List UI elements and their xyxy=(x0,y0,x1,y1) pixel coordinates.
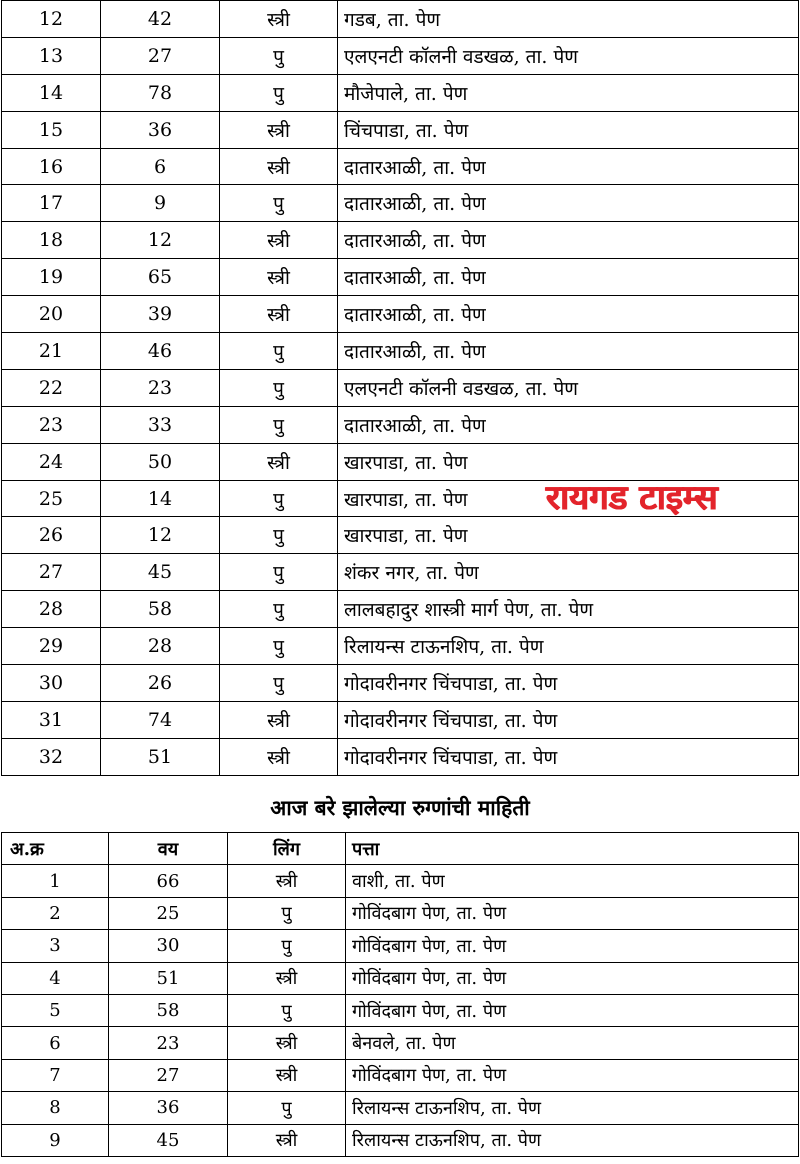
address-cell: दातारआळी, ता. पेण xyxy=(338,259,799,296)
table-row xyxy=(2,930,799,962)
table-row xyxy=(2,554,799,591)
address-cell: दातारआळी, ता. पेण xyxy=(338,333,799,370)
age-cell: 9 xyxy=(101,185,220,222)
address-cell: दातारआळी, ता. पेण xyxy=(338,148,799,185)
serial-number-cell: 6 xyxy=(2,1027,109,1059)
address-cell: एलएनटी कॉलनी वडखळ, ता. पेण xyxy=(338,369,799,406)
serial-number-cell: 15 xyxy=(2,111,101,148)
address-cell: गोदावरीनगर चिंचपाडा, ता. पेण xyxy=(338,665,799,702)
gender-cell: पु xyxy=(220,517,338,554)
age-cell: 27 xyxy=(109,1059,228,1091)
gender-cell: स्त्री xyxy=(220,701,338,738)
address-cell: रिलायन्स टाऊनशिप, ता. पेण xyxy=(346,1124,799,1156)
table-row xyxy=(2,591,799,628)
serial-number-cell: 31 xyxy=(2,701,101,738)
address-cell: गोविंदबाग पेण, ता. पेण xyxy=(346,962,799,994)
gender-cell: पु xyxy=(228,897,346,929)
age-cell: 14 xyxy=(101,480,220,517)
table-row xyxy=(2,369,799,406)
age-cell: 50 xyxy=(101,443,220,480)
serial-number-cell: 25 xyxy=(2,480,101,517)
serial-number-cell: 22 xyxy=(2,369,101,406)
table-row xyxy=(2,897,799,929)
gender-cell: पु xyxy=(220,480,338,517)
table-row xyxy=(2,738,799,775)
gender-cell: पु xyxy=(220,591,338,628)
serial-number-cell: 18 xyxy=(2,222,101,259)
serial-number-cell: 24 xyxy=(2,443,101,480)
address-cell: रिलायन्स टाऊनशिप, ता. पेण xyxy=(338,628,799,665)
address-cell: गोदावरीनगर चिंचपाडा, ता. पेण xyxy=(338,701,799,738)
serial-number-cell: 7 xyxy=(2,1059,109,1091)
table-row xyxy=(2,333,799,370)
table-row xyxy=(2,994,799,1026)
gender-cell: स्त्री xyxy=(228,962,346,994)
age-cell: 51 xyxy=(109,962,228,994)
age-cell: 58 xyxy=(101,591,220,628)
age-cell: 78 xyxy=(101,74,220,111)
serial-number-cell: 23 xyxy=(2,406,101,443)
serial-number-cell: 13 xyxy=(2,37,101,74)
address-cell: गोदावरीनगर चिंचपाडा, ता. पेण xyxy=(338,738,799,775)
table-row xyxy=(2,1059,799,1091)
table-row xyxy=(2,443,799,480)
address-cell: एलएनटी कॉलनी वडखळ, ता. पेण xyxy=(338,37,799,74)
address-cell: गोविंदबाग पेण, ता. पेण xyxy=(346,994,799,1026)
table-row xyxy=(2,74,799,111)
gender-cell: पु xyxy=(220,185,338,222)
address-cell: बेनवले, ता. पेण xyxy=(346,1027,799,1059)
serial-number-cell: 9 xyxy=(2,1124,109,1156)
gender-cell: स्त्री xyxy=(220,111,338,148)
serial-number-cell: 28 xyxy=(2,591,101,628)
address-cell: दातारआळी, ता. पेण xyxy=(338,222,799,259)
gender-cell: स्त्री xyxy=(220,222,338,259)
table-row xyxy=(2,296,799,333)
age-cell: 30 xyxy=(109,930,228,962)
table-row xyxy=(2,222,799,259)
gender-cell: पु xyxy=(220,74,338,111)
gender-cell: पु xyxy=(220,406,338,443)
age-cell: 74 xyxy=(101,701,220,738)
address-cell: लालबहादुर शास्त्री मार्ग पेण, ता. पेण xyxy=(338,591,799,628)
age-cell: 58 xyxy=(109,994,228,1026)
table-row xyxy=(2,148,799,185)
address-cell: खारपाडा, ता. पेण xyxy=(338,480,799,517)
address-cell: गोविंदबाग पेण, ता. पेण xyxy=(346,1059,799,1091)
serial-number-cell: 8 xyxy=(2,1092,109,1124)
gender-cell: पु xyxy=(220,554,338,591)
gender-cell: पु xyxy=(228,930,346,962)
gender-cell: स्त्री xyxy=(220,1,338,38)
serial-number-cell: 5 xyxy=(2,994,109,1026)
serial-number-cell: 3 xyxy=(2,930,109,962)
age-cell: 46 xyxy=(101,333,220,370)
age-cell: 42 xyxy=(101,1,220,38)
table-row xyxy=(2,962,799,994)
gender-cell: स्त्री xyxy=(220,443,338,480)
table-row xyxy=(2,701,799,738)
gender-cell: पु xyxy=(228,1092,346,1124)
age-cell: 66 xyxy=(109,865,228,897)
address-cell: चिंचपाडा, ता. पेण xyxy=(338,111,799,148)
table-row xyxy=(2,1,799,38)
age-cell: 23 xyxy=(101,369,220,406)
address-cell: दातारआळी, ता. पेण xyxy=(338,406,799,443)
age-cell: 51 xyxy=(101,738,220,775)
serial-number-cell: 32 xyxy=(2,738,101,775)
recovered-patients-table xyxy=(1,832,799,1157)
serial-number-cell: 30 xyxy=(2,665,101,702)
gender-cell: पु xyxy=(220,369,338,406)
recovered-section-title: आज बरे झालेल्या रुग्णांची माहिती xyxy=(270,795,530,820)
gender-cell: पु xyxy=(220,333,338,370)
gender-cell: पु xyxy=(228,994,346,1026)
gender-cell: स्त्री xyxy=(220,296,338,333)
gender-cell: पु xyxy=(220,628,338,665)
serial-number-cell: 2 xyxy=(2,897,109,929)
table-row xyxy=(2,628,799,665)
address-cell: गडब, ता. पेण xyxy=(338,1,799,38)
recovered-table-body xyxy=(2,865,799,1157)
table-row xyxy=(2,185,799,222)
age-cell: 26 xyxy=(101,665,220,702)
address-cell: गोविंदबाग पेण, ता. पेण xyxy=(346,930,799,962)
age-cell: 33 xyxy=(101,406,220,443)
gender-cell: पु xyxy=(220,37,338,74)
address-cell: खारपाडा, ता. पेण xyxy=(338,443,799,480)
patients-table xyxy=(1,0,799,776)
gender-cell: स्त्री xyxy=(228,865,346,897)
gender-cell: पु xyxy=(220,665,338,702)
patients-table-body xyxy=(2,1,799,776)
age-cell: 36 xyxy=(101,111,220,148)
table-row xyxy=(2,517,799,554)
address-cell: रिलायन्स टाऊनशिप, ता. पेण xyxy=(346,1092,799,1124)
address-cell: वाशी, ता. पेण xyxy=(346,865,799,897)
gender-cell: स्त्री xyxy=(220,738,338,775)
header-gender: लिंग xyxy=(228,833,346,865)
address-cell: मौजेपाले, ता. पेण xyxy=(338,74,799,111)
table-row xyxy=(2,111,799,148)
age-cell: 28 xyxy=(101,628,220,665)
serial-number-cell: 29 xyxy=(2,628,101,665)
gender-cell: स्त्री xyxy=(220,259,338,296)
gender-cell: स्त्री xyxy=(220,148,338,185)
age-cell: 36 xyxy=(109,1092,228,1124)
serial-number-cell: 14 xyxy=(2,74,101,111)
age-cell: 39 xyxy=(101,296,220,333)
age-cell: 45 xyxy=(101,554,220,591)
address-cell: खारपाडा, ता. पेण xyxy=(338,517,799,554)
address-cell: गोविंदबाग पेण, ता. पेण xyxy=(346,897,799,929)
serial-number-cell: 20 xyxy=(2,296,101,333)
header-age: वय xyxy=(109,833,228,865)
table-row xyxy=(2,1027,799,1059)
raigad-times-watermark: रायगड टाइम्स xyxy=(546,478,718,518)
serial-number-cell: 16 xyxy=(2,148,101,185)
header-serial-number: अ.क्र xyxy=(2,833,109,865)
address-cell: दातारआळी, ता. पेण xyxy=(338,296,799,333)
header-address: पत्ता xyxy=(346,833,799,865)
serial-number-cell: 17 xyxy=(2,185,101,222)
serial-number-cell: 12 xyxy=(2,1,101,38)
age-cell: 45 xyxy=(109,1124,228,1156)
address-cell: शंकर नगर, ता. पेण xyxy=(338,554,799,591)
serial-number-cell: 1 xyxy=(2,865,109,897)
age-cell: 12 xyxy=(101,222,220,259)
gender-cell: स्त्री xyxy=(228,1027,346,1059)
table-row xyxy=(2,665,799,702)
serial-number-cell: 4 xyxy=(2,962,109,994)
serial-number-cell: 19 xyxy=(2,259,101,296)
serial-number-cell: 27 xyxy=(2,554,101,591)
address-cell: दातारआळी, ता. पेण xyxy=(338,185,799,222)
age-cell: 25 xyxy=(109,897,228,929)
table-row xyxy=(2,259,799,296)
age-cell: 12 xyxy=(101,517,220,554)
age-cell: 23 xyxy=(109,1027,228,1059)
table-row xyxy=(2,1092,799,1124)
table-header-row xyxy=(2,833,799,865)
age-cell: 27 xyxy=(101,37,220,74)
table-row xyxy=(2,37,799,74)
table-row xyxy=(2,406,799,443)
gender-cell: स्त्री xyxy=(228,1124,346,1156)
age-cell: 65 xyxy=(101,259,220,296)
serial-number-cell: 26 xyxy=(2,517,101,554)
table-row xyxy=(2,1124,799,1156)
table-row xyxy=(2,865,799,897)
gender-cell: स्त्री xyxy=(228,1059,346,1091)
serial-number-cell: 21 xyxy=(2,333,101,370)
age-cell: 6 xyxy=(101,148,220,185)
